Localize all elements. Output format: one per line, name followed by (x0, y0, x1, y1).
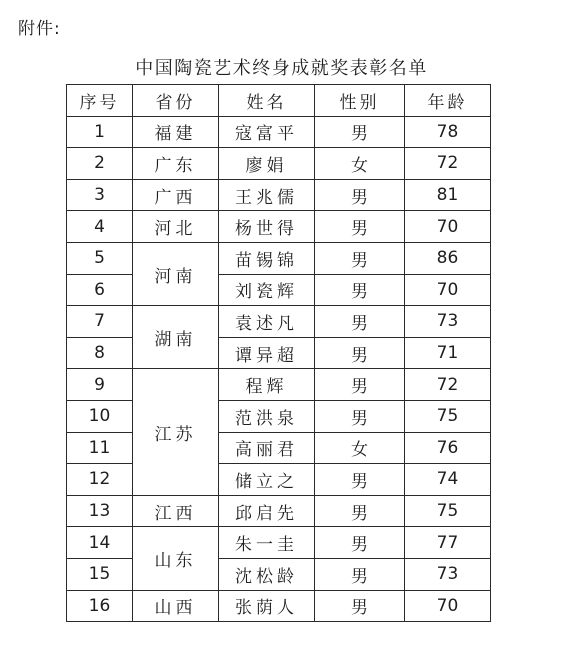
cell-number: 11 (67, 432, 133, 464)
cell-gender: 男 (315, 274, 405, 306)
header-name: 姓名 (219, 85, 315, 117)
cell-name: 刘瓷辉 (219, 274, 315, 306)
cell-name: 王兆儒 (219, 179, 315, 211)
cell-name: 程辉 (219, 369, 315, 401)
table-row (67, 242, 491, 274)
cell-number: 16 (67, 590, 133, 622)
cell-name: 邱启先 (219, 495, 315, 527)
cell-age: 71 (405, 337, 491, 369)
cell-gender: 男 (315, 527, 405, 559)
cell-name: 苗锡锦 (219, 242, 315, 274)
cell-age: 72 (405, 148, 491, 180)
table-row (67, 527, 491, 559)
cell-age: 73 (405, 306, 491, 338)
cell-age: 81 (405, 179, 491, 211)
cell-gender: 男 (315, 590, 405, 622)
cell-gender: 男 (315, 179, 405, 211)
cell-gender: 女 (315, 432, 405, 464)
table-header-row (67, 85, 491, 117)
cell-gender: 女 (315, 148, 405, 180)
cell-province: 福建 (133, 116, 219, 148)
document-title: 中国陶瓷艺术终身成就奖表彰名单 (135, 58, 428, 79)
cell-number: 3 (67, 179, 133, 211)
cell-province: 山东 (133, 527, 219, 590)
table-row (67, 274, 491, 306)
cell-age: 70 (405, 211, 491, 243)
cell-name: 张荫人 (219, 590, 315, 622)
cell-gender: 男 (315, 306, 405, 338)
cell-name: 袁述凡 (219, 306, 315, 338)
table-row (67, 558, 491, 590)
table-row (67, 495, 491, 527)
header-gender: 性别 (315, 85, 405, 117)
cell-name: 杨世得 (219, 211, 315, 243)
table-row (67, 590, 491, 622)
cell-age: 74 (405, 464, 491, 496)
cell-name: 廖娟 (219, 148, 315, 180)
table-row (67, 148, 491, 180)
cell-number: 7 (67, 306, 133, 338)
cell-number: 1 (67, 116, 133, 148)
table-row (67, 211, 491, 243)
cell-number: 6 (67, 274, 133, 306)
cell-name: 寇富平 (219, 116, 315, 148)
cell-number: 4 (67, 211, 133, 243)
cell-age: 72 (405, 369, 491, 401)
cell-number: 5 (67, 242, 133, 274)
cell-number: 10 (67, 400, 133, 432)
cell-age: 75 (405, 495, 491, 527)
cell-age: 86 (405, 242, 491, 274)
cell-age: 73 (405, 558, 491, 590)
header-province: 省份 (133, 85, 219, 117)
cell-gender: 男 (315, 558, 405, 590)
cell-name: 高丽君 (219, 432, 315, 464)
table-row (67, 464, 491, 496)
cell-name: 朱一圭 (219, 527, 315, 559)
cell-name: 储立之 (219, 464, 315, 496)
cell-age: 75 (405, 400, 491, 432)
cell-gender: 男 (315, 369, 405, 401)
table-row (67, 432, 491, 464)
table-row (67, 179, 491, 211)
cell-number: 8 (67, 337, 133, 369)
cell-age: 78 (405, 116, 491, 148)
cell-age: 77 (405, 527, 491, 559)
cell-name: 范洪泉 (219, 400, 315, 432)
cell-gender: 男 (315, 211, 405, 243)
table-row (67, 369, 491, 401)
cell-age: 70 (405, 274, 491, 306)
cell-province: 江苏 (133, 369, 219, 495)
cell-gender: 男 (315, 242, 405, 274)
cell-age: 76 (405, 432, 491, 464)
cell-name: 沈松龄 (219, 558, 315, 590)
cell-number: 15 (67, 558, 133, 590)
cell-gender: 男 (315, 337, 405, 369)
table-row (67, 400, 491, 432)
cell-province: 湖南 (133, 306, 219, 369)
cell-province: 广东 (133, 148, 219, 180)
cell-province: 江西 (133, 495, 219, 527)
header-age: 年龄 (405, 85, 491, 117)
header-number: 序号 (67, 85, 133, 117)
award-table (66, 84, 491, 622)
table-row (67, 306, 491, 338)
attachment-label: 附件: (18, 19, 61, 39)
cell-province: 山西 (133, 590, 219, 622)
cell-gender: 男 (315, 116, 405, 148)
cell-number: 12 (67, 464, 133, 496)
cell-gender: 男 (315, 495, 405, 527)
cell-gender: 男 (315, 400, 405, 432)
cell-number: 13 (67, 495, 133, 527)
cell-number: 2 (67, 148, 133, 180)
cell-province: 广西 (133, 179, 219, 211)
cell-number: 14 (67, 527, 133, 559)
cell-number: 9 (67, 369, 133, 401)
cell-gender: 男 (315, 464, 405, 496)
cell-name: 谭异超 (219, 337, 315, 369)
table-row (67, 337, 491, 369)
cell-province: 河南 (133, 242, 219, 305)
table-row (67, 116, 491, 148)
cell-age: 70 (405, 590, 491, 622)
cell-province: 河北 (133, 211, 219, 243)
